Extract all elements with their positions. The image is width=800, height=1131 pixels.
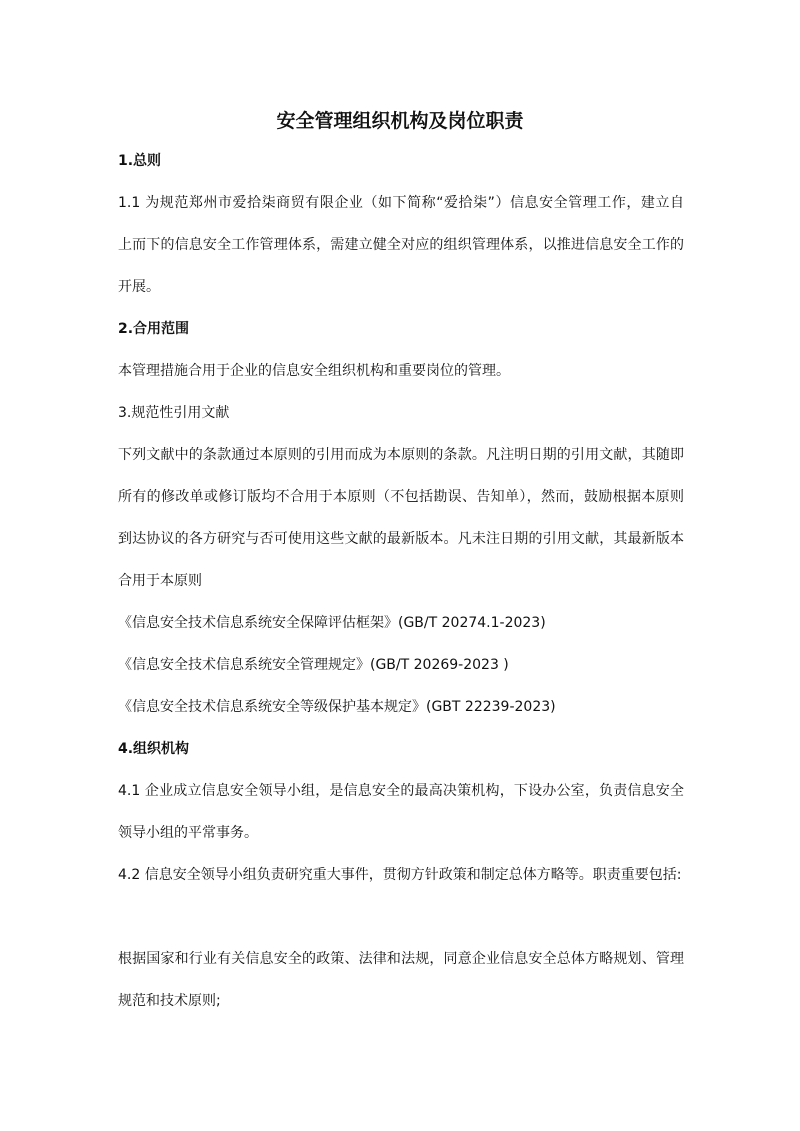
paragraph-line: 本管理措施合用于企业的信息安全组织机构和重要岗位的管理。 <box>118 363 510 379</box>
paragraph-line: 所有的修改单或修订版均不合用于本原则（不包括勘误、告知单），然而，鼓励根据本原则 <box>118 489 684 505</box>
reference-item: 《信息安全技术信息系统安全保障评估框架》(GB/T 20274.1-2023) <box>118 615 546 631</box>
paragraph-line: 合用于本原则 <box>118 573 202 589</box>
reference-item: 《信息安全技术信息系统安全管理规定》(GB/T 20269-2023 ) <box>118 657 509 673</box>
reference-item: 《信息安全技术信息系统安全等级保护基本规定》(GBT 22239-2023) <box>118 699 556 715</box>
paragraph-line: 4.1 企业成立信息安全领导小组，是信息安全的最高决策机构，下设办公室，负责信息安全 <box>118 783 684 799</box>
document-title: 安全管理组织机构及岗位职责 <box>276 110 524 132</box>
paragraph-line: 1.1 为规范郑州市爱拾柒商贸有限企业（如下简称“爱拾柒”）信息安全管理工作，建立自 <box>118 195 684 211</box>
paragraph-line: 下列文献中的条款通过本原则的引用而成为本原则的条款。凡注明日期的引用文献，其随即 <box>118 447 684 463</box>
section-heading-scope: 2.合用范围 <box>118 321 190 337</box>
paragraph-line: 根据国家和行业有关信息安全的政策、法律和法规，同意企业信息安全总体方略规划、管理 <box>118 951 684 967</box>
paragraph-line: 4.2 信息安全领导小组负责研究重大事件，贯彻方针政策和制定总体方略等。职责重要包括: <box>118 867 682 883</box>
section-heading-references: 3.规范性引用文献 <box>118 405 230 421</box>
section-heading-general: 1.总则 <box>118 153 162 169</box>
paragraph-line: 开展。 <box>118 279 160 295</box>
paragraph-line: 到达协议的各方研究与否可使用这些文献的最新版本。凡未注日期的引用文献，其最新版本 <box>118 531 684 547</box>
paragraph-line: 领导小组的平常事务。 <box>118 825 258 841</box>
paragraph-line: 规范和技术原则; <box>118 993 221 1009</box>
paragraph-line: 上而下的信息安全工作管理体系，需建立健全对应的组织管理体系，以推进信息安全工作的 <box>118 237 684 253</box>
section-heading-organization: 4.组织机构 <box>118 741 190 757</box>
